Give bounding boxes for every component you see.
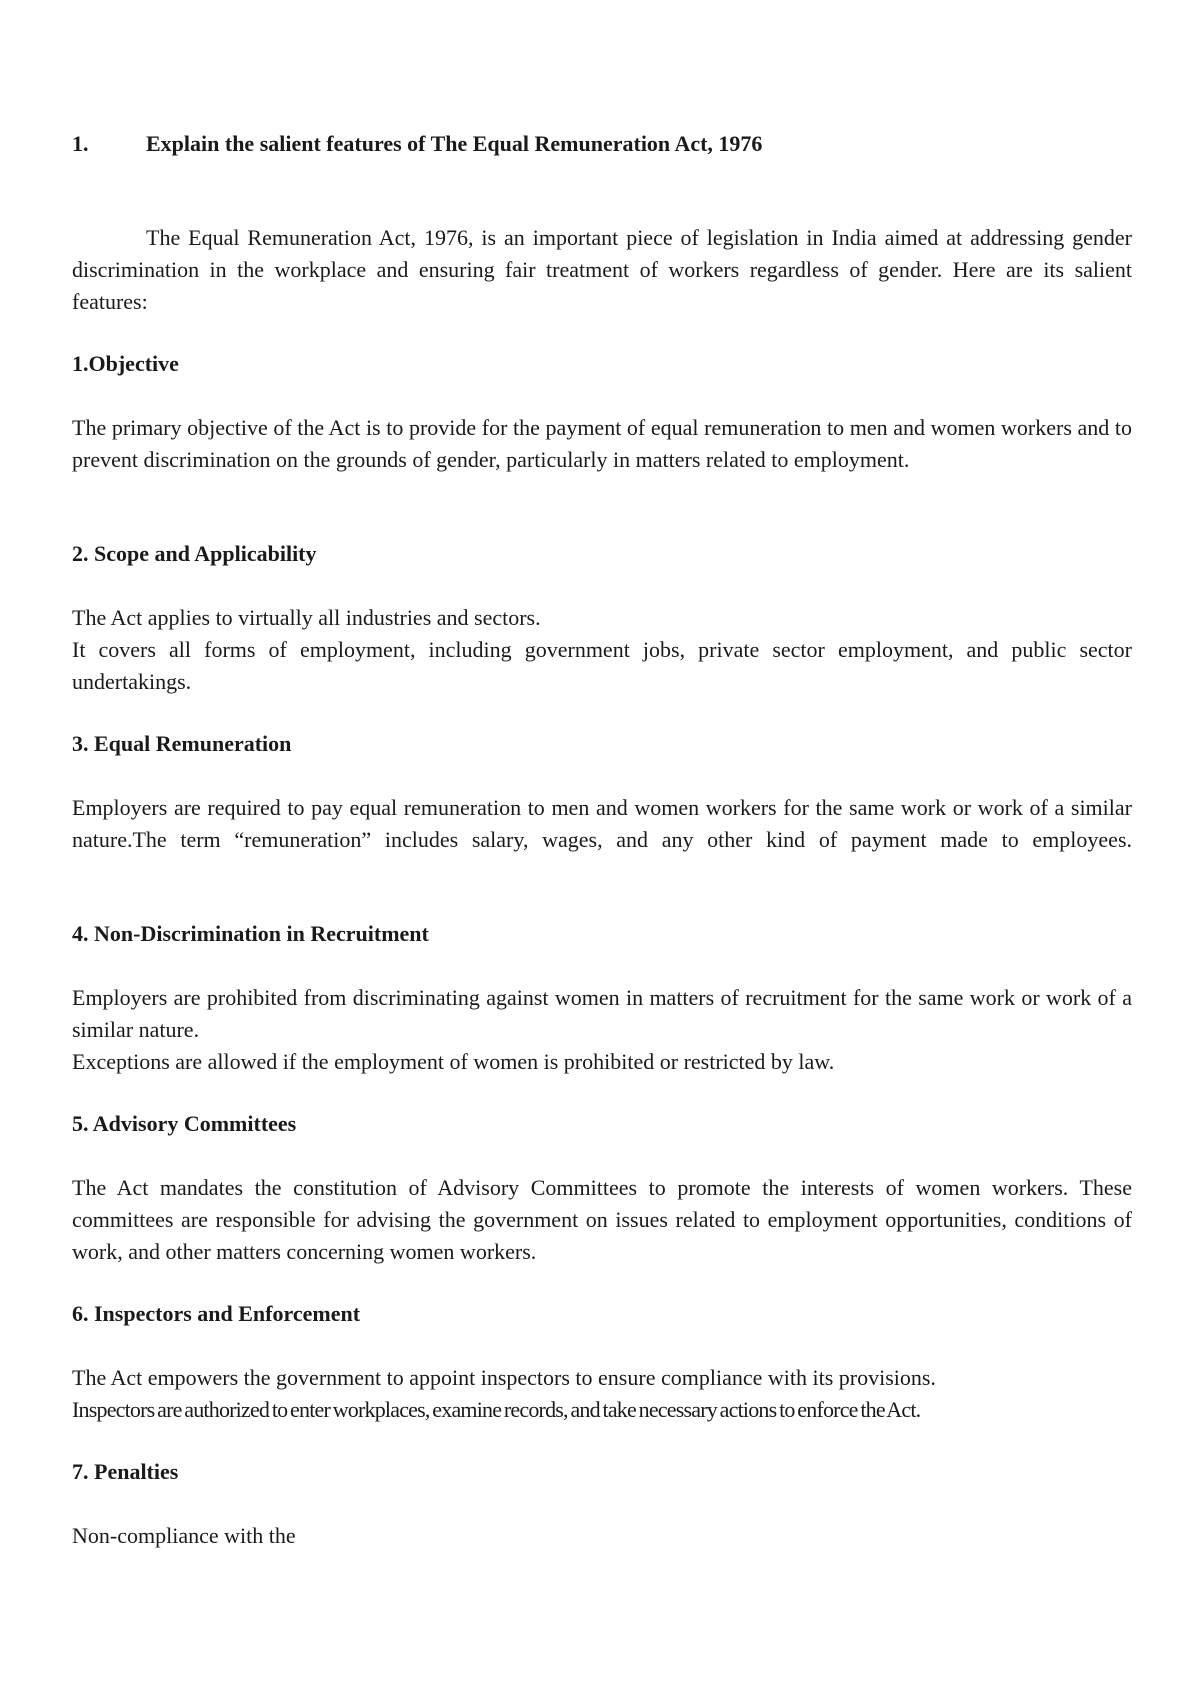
section-heading-objective: 1.Objective xyxy=(72,351,179,376)
question-title xyxy=(72,128,1132,160)
section-body-inspectors xyxy=(72,1362,1132,1426)
section-body-scope xyxy=(72,602,1132,698)
section-heading-inspectors: 6. Inspectors and Enforcement xyxy=(72,1301,361,1326)
question-text: Explain the salient features of The Equal Remuneration Act, 1976 xyxy=(146,131,763,156)
paragraph: The Act mandates the constitution of Advisory Committees to promote the interests of women workers. These committees are responsible for advising the government on issues related to employment opportunities, conditions of work, and other matters concerning women workers. xyxy=(72,1175,1132,1264)
paragraph: Employers are required to pay equal remuneration to men and women workers for the same work or work of a similar nature.The term “remuneration” includes salary, wages, and any other kind of payment made to employees. xyxy=(72,795,1132,852)
paragraph: Exceptions are allowed if the employment of women is prohibited or restricted by law. xyxy=(72,1049,835,1074)
section-heading-non-discrimination: 4. Non-Discrimination in Recruitment xyxy=(72,921,429,946)
section-body-non-discrimination xyxy=(72,982,1132,1078)
paragraph: It covers all forms of employment, including government jobs, private sector employment, and public sector undertakings. xyxy=(72,637,1132,694)
section-body-equal-remuneration xyxy=(72,792,1132,856)
paragraph: The primary objective of the Act is to provide for the payment of equal remuneration to men and women workers and to prevent discrimination on the grounds of gender, particularly in matters related to employment. xyxy=(72,415,1132,472)
section-body-objective xyxy=(72,412,1132,476)
paragraph: Non-compliance with the xyxy=(72,1523,296,1548)
section-body-penalties xyxy=(72,1520,1132,1552)
section-heading-advisory-committees: 5. Advisory Committees xyxy=(72,1111,297,1136)
section-heading-scope: 2. Scope and Applicability xyxy=(72,541,317,566)
question-number: 1. xyxy=(72,131,89,156)
paragraph: Inspectors are authorized to enter workplaces, examine records, and take necessary actions to enforce the Act. xyxy=(72,1397,921,1422)
section-heading-penalties: 7. Penalties xyxy=(72,1459,179,1484)
paragraph: The Act applies to virtually all industries and sectors. xyxy=(72,605,541,630)
section-body-advisory-committees xyxy=(72,1172,1132,1268)
paragraph: Employers are prohibited from discriminating against women in matters of recruitment for the same work or work of a similar nature. xyxy=(72,985,1132,1042)
section-heading-equal-remuneration: 3. Equal Remuneration xyxy=(72,731,292,756)
paragraph: The Act empowers the government to appoint inspectors to ensure compliance with its provisions. xyxy=(72,1365,936,1390)
intro-paragraph: The Equal Remuneration Act, 1976, is an important piece of legislation in India aimed at addressing gender discrimination in the workplace and ensuring fair treatment of workers regardless of gender. Here are its salient features: xyxy=(72,225,1132,314)
